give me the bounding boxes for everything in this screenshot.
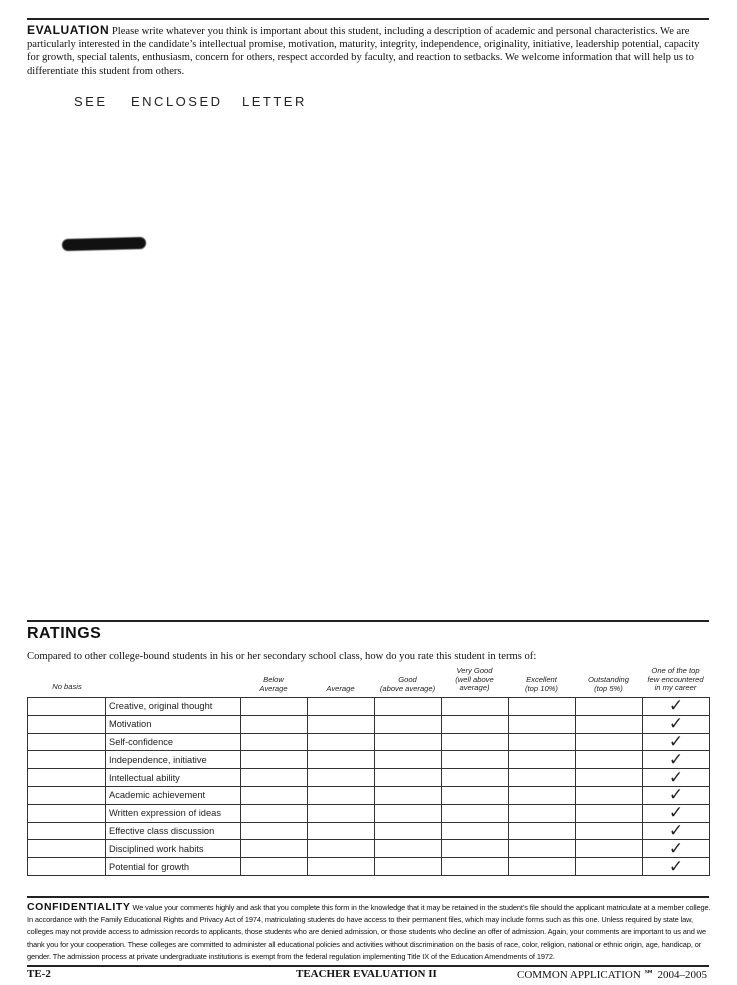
- rating-cell[interactable]: [643, 858, 710, 876]
- rating-cell[interactable]: [241, 733, 308, 751]
- rating-cell[interactable]: [576, 804, 643, 822]
- rating-cell[interactable]: [241, 715, 308, 733]
- criterion-label: Creative, original thought: [106, 698, 241, 716]
- rating-cell[interactable]: [576, 751, 643, 769]
- check-mark-icon: ✓: [668, 731, 684, 752]
- check-mark-icon: ✓: [668, 767, 684, 788]
- no-basis-cell[interactable]: [28, 786, 106, 804]
- no-basis-cell[interactable]: [28, 715, 106, 733]
- rating-cell[interactable]: [509, 715, 576, 733]
- form-title: TEACHER EVALUATION II: [296, 968, 437, 980]
- column-average: Average: [326, 684, 355, 693]
- rating-cell[interactable]: [308, 786, 375, 804]
- check-mark-icon: ✓: [668, 714, 684, 735]
- ratings-rule: [27, 620, 709, 622]
- confidentiality-text: We value your comments highly and ask that you complete this form in the knowledge that it may be retained in the student’s file should the applicant matriculate at a member college. In accordance with the Family Educational Rights and Privacy Act of 1974, matriculating students do have access to their permanent files, which may include forms such as this one. Unless required by state law, colleges may not provide access to admission records to applicants, those students who are denied admission, or those students who decline an offer of admission. Again, your comments are important to us and we thank you for your cooperation. These colleges are committed to administer all educational policies and activities without discrimination on the basis of race, color, religion, national or ethnic origin, age, handicap, or gender. The admission process at private undergraduate institutions is exempt from the federal regulation implementing Title IX of the Education Amendments of 1972.: [27, 903, 711, 961]
- rating-cell[interactable]: [576, 733, 643, 751]
- rating-cell[interactable]: [442, 769, 509, 787]
- rating-cell[interactable]: [576, 840, 643, 858]
- rating-row: [28, 786, 710, 804]
- rating-cell[interactable]: [576, 786, 643, 804]
- rating-cell[interactable]: [241, 698, 308, 716]
- rating-cell[interactable]: [241, 858, 308, 876]
- check-mark-icon: ✓: [668, 838, 684, 859]
- rating-row: [28, 698, 710, 716]
- rating-row: [28, 733, 710, 751]
- criterion-label: Self-confidence: [106, 733, 241, 751]
- rating-row: [28, 751, 710, 769]
- no-basis-cell[interactable]: [28, 698, 106, 716]
- no-basis-cell[interactable]: [28, 804, 106, 822]
- rating-cell[interactable]: [576, 858, 643, 876]
- footer-rule: [27, 965, 709, 967]
- column-no-basis: No basis: [52, 682, 82, 691]
- rating-cell[interactable]: [442, 786, 509, 804]
- criterion-label: Intellectual ability: [106, 769, 241, 787]
- confidentiality-section: [27, 901, 711, 963]
- check-mark-icon: ✓: [668, 749, 684, 770]
- rating-cell[interactable]: [375, 804, 442, 822]
- rating-row: [28, 822, 710, 840]
- rating-cell[interactable]: [509, 733, 576, 751]
- rating-cell[interactable]: [643, 769, 710, 787]
- rating-cell[interactable]: [643, 840, 710, 858]
- no-basis-cell[interactable]: [28, 822, 106, 840]
- rating-cell[interactable]: [509, 804, 576, 822]
- evaluation-instructions: Please write whatever you think is important about this student, including a description of academic and personal characteristics. We are particularly interested in the candidate’s intellectual promise, motivation, maturity, integrity, independence, originality, initiative, leadership potential, capacity for growth, special talents, enthusiasm, concern for others, respect accorded by faculty, and reaction to setbacks. We welcome information that will help us to differentiate this student from others.: [27, 26, 700, 77]
- handwritten-word-enclosed: ENCLOSED: [131, 94, 223, 109]
- no-basis-cell[interactable]: [28, 769, 106, 787]
- rating-cell[interactable]: [509, 698, 576, 716]
- rating-cell[interactable]: [576, 822, 643, 840]
- rating-cell[interactable]: [375, 822, 442, 840]
- rating-cell[interactable]: [308, 840, 375, 858]
- criterion-label: Academic achievement: [106, 786, 241, 804]
- rating-cell[interactable]: [241, 804, 308, 822]
- column-top-few: One of the top few encountered in my career: [647, 666, 704, 693]
- column-outstanding: Outstanding (top 5%): [588, 675, 629, 693]
- rating-cell[interactable]: [375, 698, 442, 716]
- column-good: Good (above average): [379, 675, 436, 693]
- evaluation-section: [27, 24, 709, 78]
- no-basis-cell[interactable]: [28, 733, 106, 751]
- rating-row: [28, 715, 710, 733]
- column-very-good: Very Good (well above average): [455, 666, 494, 693]
- rating-cell[interactable]: [442, 733, 509, 751]
- no-basis-cell[interactable]: [28, 751, 106, 769]
- rating-row: [28, 840, 710, 858]
- rating-cell[interactable]: [509, 858, 576, 876]
- check-mark-icon: ✓: [668, 785, 684, 806]
- check-mark-icon: ✓: [668, 803, 684, 824]
- criterion-label: Potential for growth: [106, 858, 241, 876]
- rating-cell[interactable]: [442, 698, 509, 716]
- redacted-signature: [62, 237, 146, 251]
- rating-cell[interactable]: [375, 733, 442, 751]
- check-mark-icon: ✓: [668, 696, 684, 717]
- rating-cell[interactable]: [643, 751, 710, 769]
- confidentiality-heading: CONFIDENTIALITY: [27, 901, 131, 913]
- rating-cell[interactable]: [241, 822, 308, 840]
- no-basis-cell[interactable]: [28, 840, 106, 858]
- rating-cell[interactable]: [241, 840, 308, 858]
- rating-cell[interactable]: [308, 698, 375, 716]
- handwritten-word-letter: LETTER: [242, 94, 307, 109]
- evaluation-heading: EVALUATION: [27, 23, 110, 37]
- rating-row: [28, 858, 710, 876]
- rating-cell[interactable]: [375, 858, 442, 876]
- rating-cell[interactable]: [375, 840, 442, 858]
- criterion-label: Independence, initiative: [106, 751, 241, 769]
- rating-cell[interactable]: [308, 715, 375, 733]
- rating-cell[interactable]: [442, 715, 509, 733]
- no-basis-cell[interactable]: [28, 858, 106, 876]
- criterion-label: Effective class discussion: [106, 822, 241, 840]
- rating-cell[interactable]: [576, 715, 643, 733]
- rating-cell[interactable]: [241, 769, 308, 787]
- rating-cell[interactable]: [375, 769, 442, 787]
- rating-cell[interactable]: [509, 769, 576, 787]
- rating-cell[interactable]: [308, 858, 375, 876]
- ratings-question: Compared to other college-bound students in his or her secondary school class, how do you rate this student in terms of:: [27, 651, 537, 662]
- criterion-label: Disciplined work habits: [106, 840, 241, 858]
- rating-cell[interactable]: [509, 751, 576, 769]
- rating-cell[interactable]: [308, 804, 375, 822]
- form-series: COMMON APPLICATION ℠ 2004–2005: [517, 969, 707, 981]
- rating-cell[interactable]: [308, 822, 375, 840]
- rating-cell[interactable]: [308, 733, 375, 751]
- rating-row: [28, 769, 710, 787]
- rating-row: [28, 804, 710, 822]
- check-mark-icon: ✓: [668, 856, 684, 877]
- rating-cell[interactable]: [442, 822, 509, 840]
- rating-cell[interactable]: [442, 858, 509, 876]
- rating-cell[interactable]: [442, 840, 509, 858]
- rating-cell[interactable]: [643, 733, 710, 751]
- rating-cell[interactable]: [241, 751, 308, 769]
- ratings-table: [27, 697, 710, 876]
- rating-cell[interactable]: [375, 751, 442, 769]
- confidentiality-rule: [27, 896, 709, 898]
- rating-cell[interactable]: [308, 751, 375, 769]
- rating-cell[interactable]: [643, 786, 710, 804]
- check-mark-icon: ✓: [668, 820, 684, 841]
- handwritten-word-see: SEE: [74, 94, 108, 109]
- rating-cell[interactable]: [442, 751, 509, 769]
- rating-cell[interactable]: [241, 786, 308, 804]
- rating-cell[interactable]: [576, 769, 643, 787]
- rating-cell[interactable]: [509, 840, 576, 858]
- rating-cell[interactable]: [643, 804, 710, 822]
- rating-cell[interactable]: [442, 804, 509, 822]
- column-excellent: Excellent (top 10%): [525, 675, 558, 693]
- criterion-label: Motivation: [106, 715, 241, 733]
- criterion-label: Written expression of ideas: [106, 804, 241, 822]
- form-code: TE-2: [27, 968, 51, 980]
- rating-cell[interactable]: [509, 822, 576, 840]
- rating-cell[interactable]: [643, 822, 710, 840]
- column-below-average: Below Average: [259, 675, 288, 693]
- rating-cell[interactable]: [643, 698, 710, 716]
- rating-cell[interactable]: [643, 715, 710, 733]
- top-rule: [27, 18, 709, 20]
- rating-cell[interactable]: [375, 786, 442, 804]
- rating-cell[interactable]: [576, 698, 643, 716]
- ratings-title: RATINGS: [27, 625, 102, 642]
- rating-cell[interactable]: [308, 769, 375, 787]
- rating-cell[interactable]: [509, 786, 576, 804]
- rating-cell[interactable]: [375, 715, 442, 733]
